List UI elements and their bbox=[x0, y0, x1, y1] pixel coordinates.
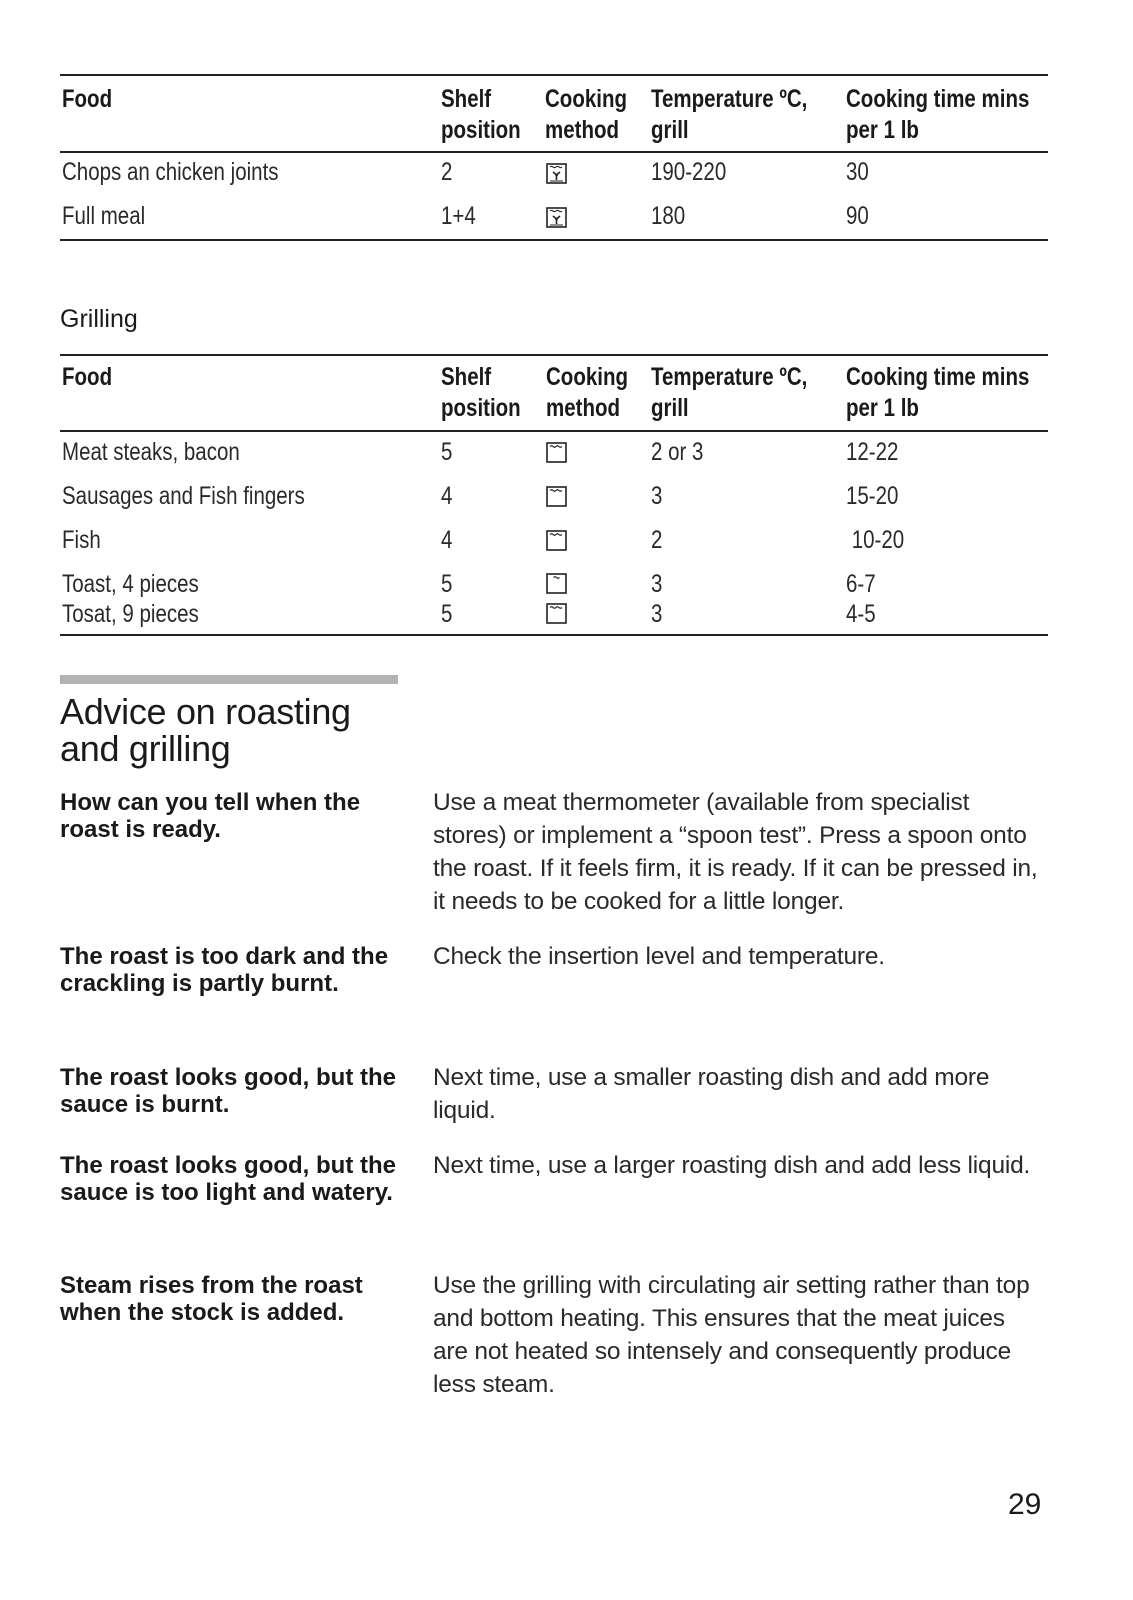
table-row-shelf: 5 bbox=[441, 600, 453, 628]
table-row-time: 4-5 bbox=[846, 600, 876, 628]
advice-answer: Use a meat thermometer (available from specialist stores) or implement a “spoon test”. Press a spoon onto the roast. If it feels firm, it is ready. If it can be pressed in, it needs to be cooked for a little longer. bbox=[433, 789, 1038, 915]
advice-heading: Advice on roasting and grilling bbox=[60, 691, 351, 769]
advice-question: The roast is too dark and the crackling is partly burnt. bbox=[60, 943, 389, 997]
header-method: Cooking method bbox=[545, 85, 627, 144]
table-row-shelf: 2 bbox=[441, 158, 453, 186]
section-accent-bar bbox=[60, 675, 398, 684]
header-cooking-time: Cooking time mins per 1 lb bbox=[846, 363, 1030, 422]
table-bottom-rule bbox=[60, 634, 1048, 636]
full-grill-icon bbox=[546, 530, 567, 551]
fan-grill-icon bbox=[546, 163, 567, 184]
table-row-temperature: 3 bbox=[651, 482, 663, 510]
table-row-time: 15-20 bbox=[846, 482, 899, 510]
full-grill-icon bbox=[546, 486, 567, 507]
advice-question: The roast looks good, but the sauce is too light and watery. bbox=[60, 1152, 396, 1206]
header-food: Food bbox=[62, 363, 113, 391]
table-bottom-rule bbox=[60, 239, 1048, 241]
advice-answer: Next time, use a smaller roasting dish and add more liquid. bbox=[433, 1064, 990, 1124]
table-row-temperature: 2 bbox=[651, 526, 663, 554]
header-cooking-time: Cooking time mins per 1 lb bbox=[846, 85, 1030, 144]
table-row-food: Meat steaks, bacon bbox=[62, 438, 240, 466]
centre-grill-icon bbox=[546, 573, 567, 594]
table-row-food: Toast, 4 pieces bbox=[62, 570, 199, 598]
table-row-food: Tosat, 9 pieces bbox=[62, 600, 199, 628]
table-row-time: 6-7 bbox=[846, 570, 876, 598]
header-food: Food bbox=[62, 85, 113, 113]
header-temperature: Temperature ºC, grill bbox=[651, 363, 808, 422]
advice-question: How can you tell when the roast is ready. bbox=[60, 789, 361, 843]
table-row-shelf: 5 bbox=[441, 570, 453, 598]
table-row-food: Fish bbox=[62, 526, 101, 554]
advice-question: Steam rises from the roast when the stock is added. bbox=[60, 1272, 363, 1326]
advice-answer: Check the insertion level and temperature. bbox=[433, 943, 885, 970]
table-row-temperature: 180 bbox=[651, 202, 686, 230]
table-top-rule bbox=[60, 354, 1048, 356]
header-temperature: Temperature ºC, grill bbox=[651, 85, 808, 144]
table-top-rule bbox=[60, 74, 1048, 76]
table-row-temperature: 3 bbox=[651, 570, 663, 598]
table-row-temperature: 190-220 bbox=[651, 158, 727, 186]
table-header-rule bbox=[60, 151, 1048, 153]
table-row-temperature: 2 or 3 bbox=[651, 438, 704, 466]
full-grill-icon bbox=[546, 442, 567, 463]
roasting-table bbox=[60, 74, 1048, 244]
table-row-shelf: 1+4 bbox=[441, 202, 476, 230]
header-shelf: Shelf position bbox=[441, 363, 521, 422]
page-number: 29 bbox=[1008, 1488, 1042, 1521]
table-row-food: Chops an chicken joints bbox=[62, 158, 279, 186]
advice-answer: Next time, use a larger roasting dish and add less liquid. bbox=[433, 1152, 1031, 1179]
table-row-time: 90 bbox=[846, 202, 869, 230]
table-row-shelf: 5 bbox=[441, 438, 453, 466]
advice-answer: Use the grilling with circulating air setting rather than top and bottom heating. This ensures that the meat juices are not heated so intensely and consequently produce less steam. bbox=[433, 1272, 1030, 1398]
table-row-temperature: 3 bbox=[651, 600, 663, 628]
table-row-food: Full meal bbox=[62, 202, 146, 230]
grilling-title: Grilling bbox=[60, 305, 138, 333]
header-shelf: Shelf position bbox=[441, 85, 521, 144]
full-grill-icon bbox=[546, 603, 567, 624]
table-row-time: 12-22 bbox=[846, 438, 899, 466]
advice-question: The roast looks good, but the sauce is burnt. bbox=[60, 1064, 396, 1118]
table-row-shelf: 4 bbox=[441, 526, 453, 554]
table-row-time: 30 bbox=[846, 158, 869, 186]
table-row-time: 10-20 bbox=[846, 526, 905, 554]
header-method: Cooking method bbox=[546, 363, 628, 422]
table-header-rule bbox=[60, 430, 1048, 432]
table-row-shelf: 4 bbox=[441, 482, 453, 510]
table-row-food: Sausages and Fish fingers bbox=[62, 482, 305, 510]
fan-grill-icon bbox=[546, 207, 567, 228]
grilling-table bbox=[60, 354, 1048, 639]
